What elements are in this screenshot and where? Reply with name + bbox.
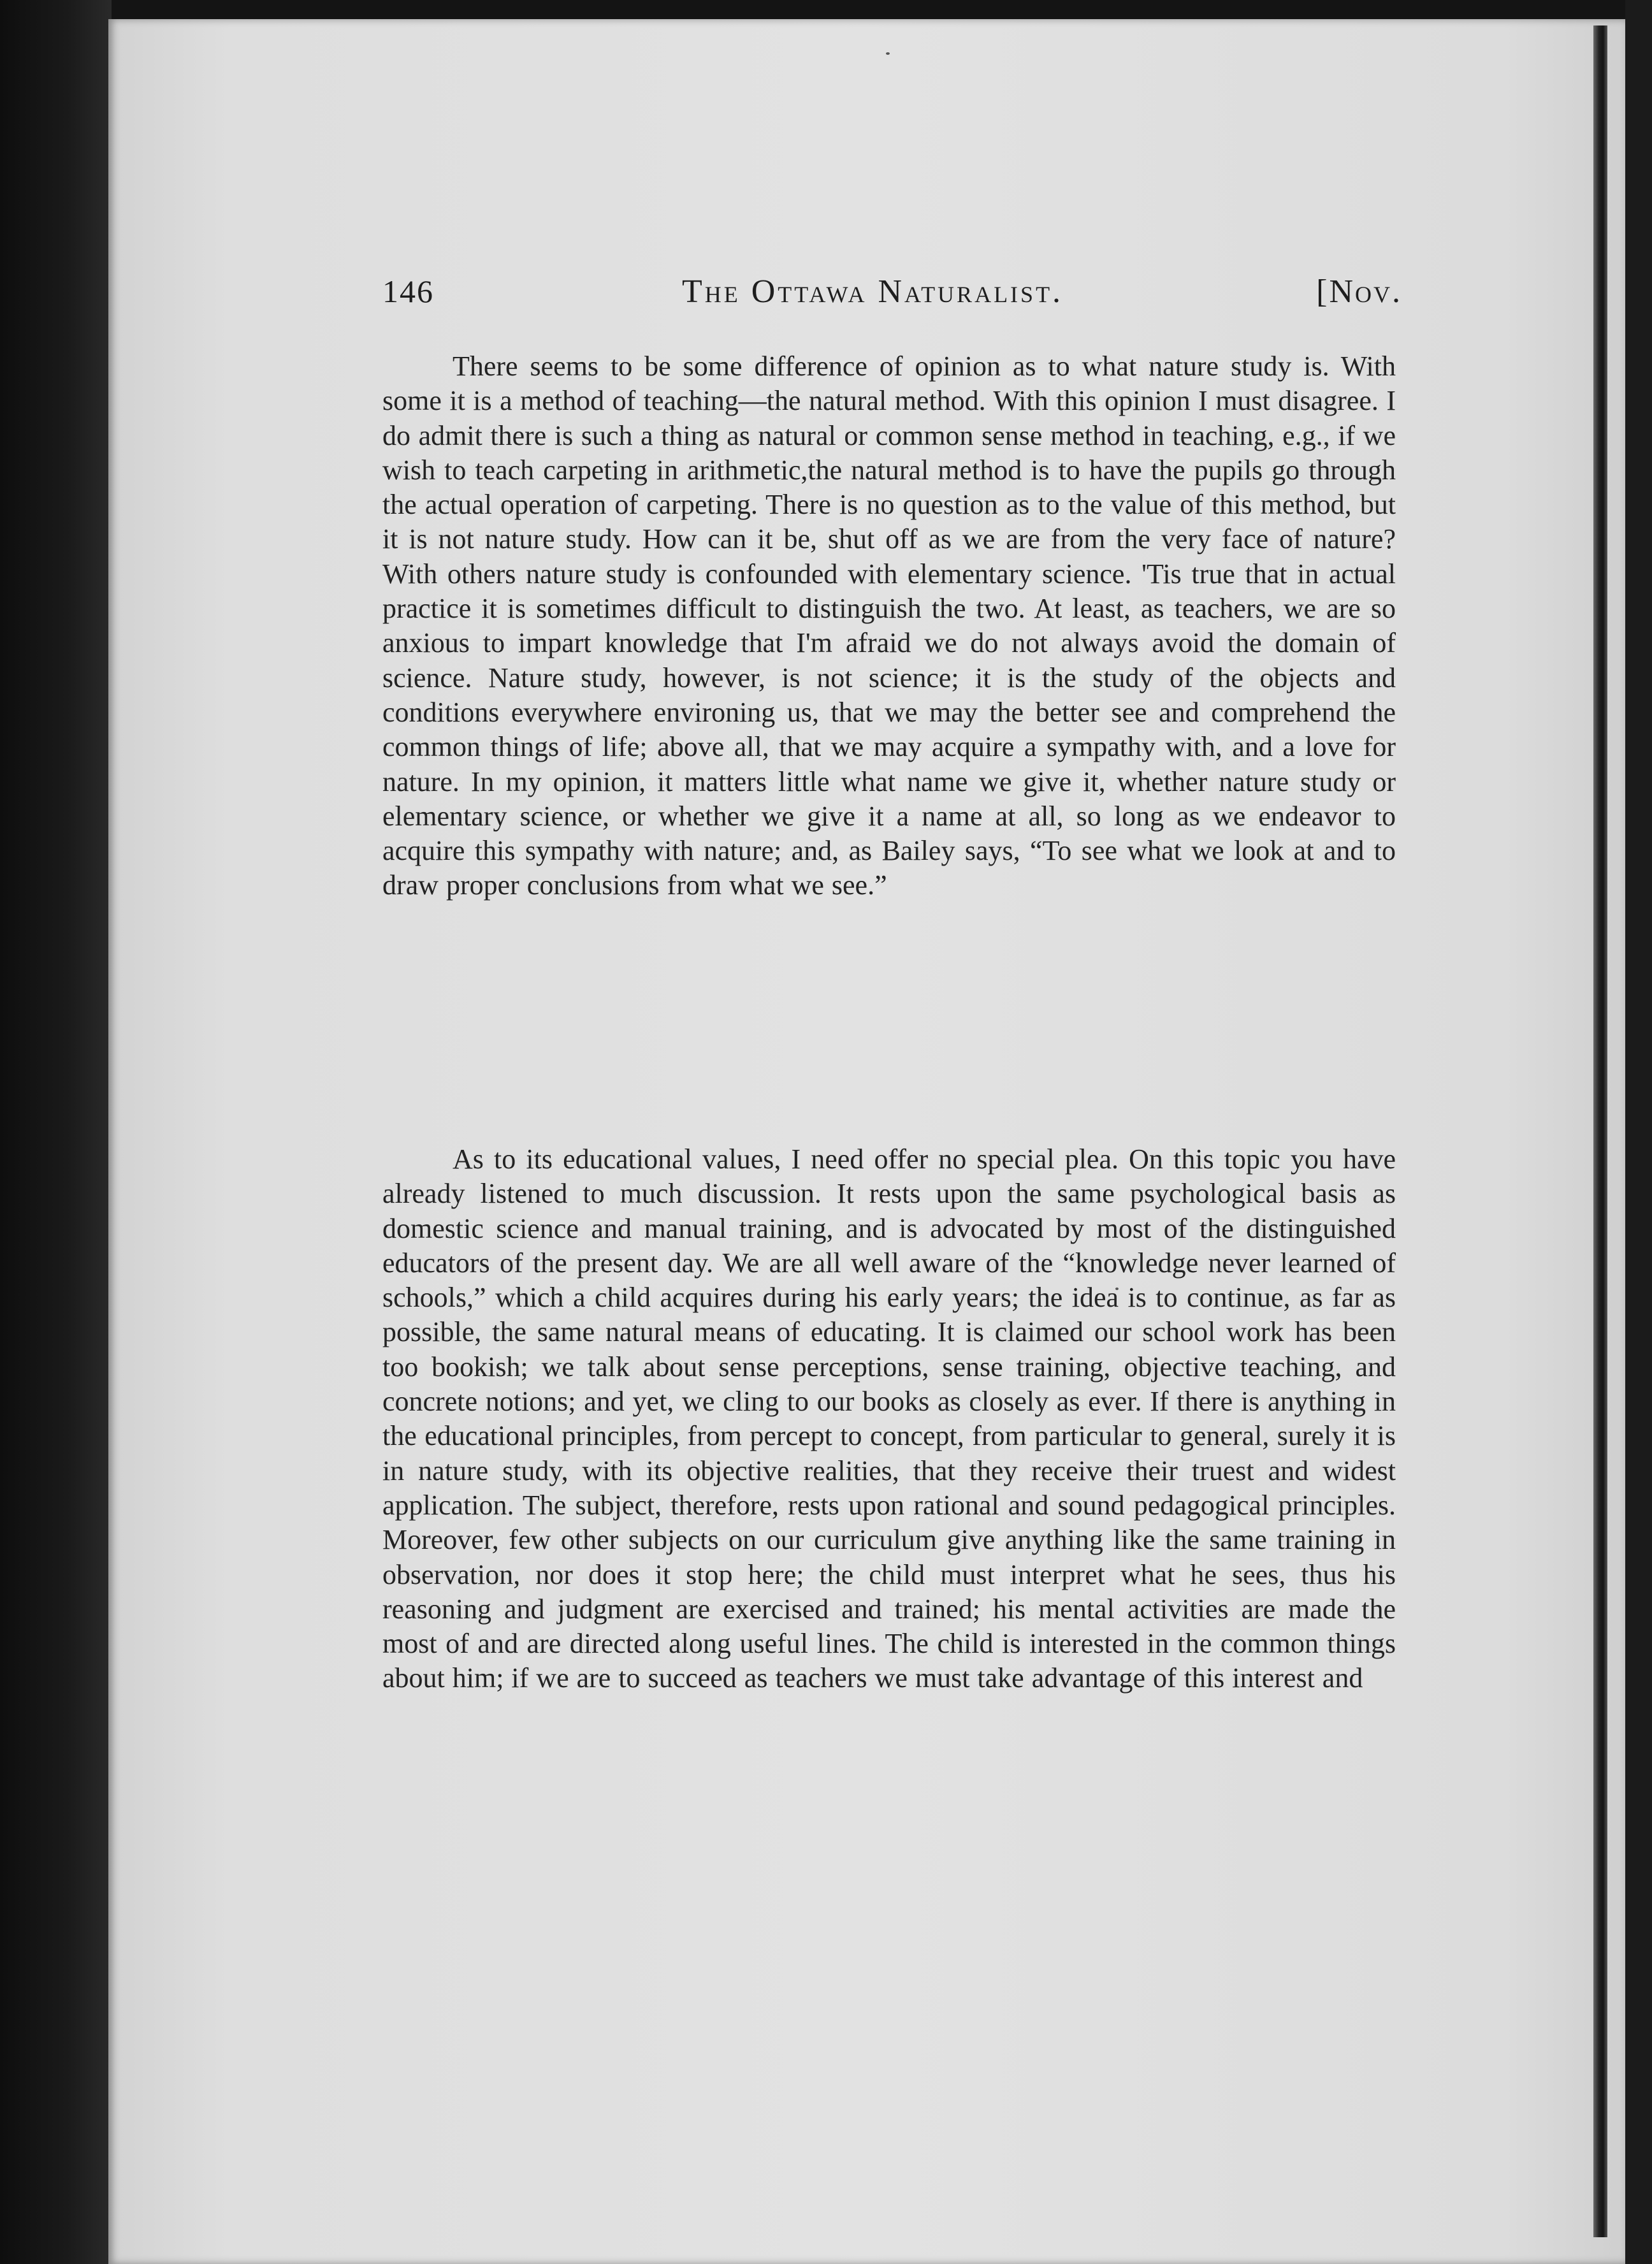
journal-title: The Ottawa Naturalist. — [682, 273, 1064, 310]
page-number: 146 — [382, 273, 434, 309]
body-paragraph: As to its educational values, I need offer no special plea. On this topic you have already listened to much discussion. It rests upon the same psychological basis as domestic science and manual training, and is advocated by most of the distinguished educators of the present day. We are all well aware of the “knowledge never learned of schools,” which a child acquires during his early years; the idea is to continue, as far as possible, the same natural means of educating. It is claimed our school work has been too bookish; we talk about sense perceptions, sense training, objective teaching, and concrete notions; and yet, we cling to our books as closely as ever. If there is anything in the educational principles, from percept to concept, from particular to general, surely it is in nature study, with its objective realities, that they receive their truest and widest application. The subject, therefore, rests upon rational and sound pedagogical principles. Moreover, few other subjects on our curriculum give anything like the same training in observation, nor does it stop here; the child must interpret what he sees, thus his reasoning and judgment are exercised and trained; his mental activities are made the most of and are directed along useful lines. The child is interested in the common things about him; if we are to succeed as teachers we must take advantage of this interest and — [382, 1143, 1396, 1694]
body-paragraph: There seems to be some difference of opinion as to what nature study is. With some it is a method of teaching—the natural method. With this opinion I must disagree. I do admit there is such a thing as natural or common sense method in teaching, e.g., if we wish to teach carpeting in arithmetic,the natural method is to have the pupils go through the actual operation of carpeting. There is no question as to the value of this method, but it is not nature study. How can it be, shut off as we are from the very face of nature? With others nature study is confounded with elementary science. 'Tis true that in actual practice it is sometimes difficult to distinguish the two. At least, as teachers, we are so anxious to impart knowledge that I'm afraid we do not always avoid the domain of science. Nature study, however, is not science; it is the study of the objects and conditions everywhere environing us, that we may the better see and comprehend the common things of life; above all, that we may acquire a sympathy with, and a love for nature. In my opinion, it matters little what name we give it, whether nature study or elementary science, or whether we give it a name at all, so long as we endeavor to acquire this sympathy with nature; and, as Bailey says, “To see what we look at and to draw proper conclusions from what we see.” — [382, 351, 1396, 901]
running-head — [382, 273, 1402, 324]
binding-edge — [1593, 25, 1607, 2237]
scan-background-left — [0, 0, 112, 2264]
paper-speck — [886, 52, 890, 55]
issue-month: [Nov. — [1316, 273, 1402, 310]
scan-background-right — [1625, 0, 1652, 2264]
